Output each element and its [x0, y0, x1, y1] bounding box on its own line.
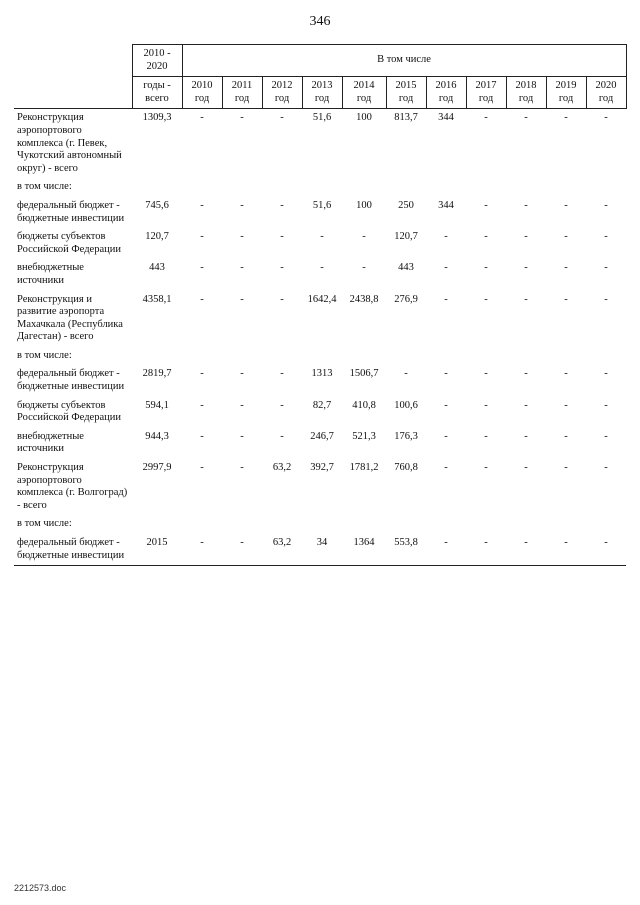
row-total: 944,3	[145, 430, 169, 442]
row-year-value: 100,6	[394, 399, 418, 411]
row-year-value: -	[484, 199, 488, 211]
row-total: 1309,3	[142, 112, 172, 124]
table-row	[14, 228, 626, 259]
row-year-value	[222, 178, 262, 197]
row-year-value: -	[564, 231, 568, 243]
header-year-cell: 2013 год	[302, 77, 342, 109]
row-year-value	[262, 178, 302, 197]
row-label: федеральный бюджет - бюджетные инвестиции	[17, 368, 125, 393]
row-year-value	[182, 178, 222, 197]
header-including: В том числе	[182, 45, 626, 77]
page-number: 346	[309, 14, 331, 29]
row-year-value	[386, 515, 426, 534]
row-year-value: -	[564, 368, 568, 380]
row-year-value: -	[444, 231, 448, 243]
header-year-cell: 2020 год	[586, 77, 626, 109]
row-year-value: -	[564, 199, 568, 211]
row-total: 443	[149, 262, 165, 274]
row-year-value: -	[362, 231, 366, 243]
row-year-value: -	[564, 399, 568, 411]
row-year-value: -	[604, 231, 608, 243]
row-year-value: -	[320, 262, 324, 274]
row-label: Реконструкция аэропортового комплекса (г. Волгоград) - всего	[17, 462, 128, 511]
row-year-value	[506, 178, 546, 197]
row-year-value	[506, 347, 546, 366]
row-year-value: 82,7	[312, 399, 332, 411]
row-year-value: -	[240, 293, 244, 305]
row-year-value: -	[280, 112, 284, 124]
row-year-value: -	[484, 368, 488, 380]
row-year-value: 51,6	[312, 112, 332, 124]
row-year-value: -	[200, 368, 204, 380]
table-row	[14, 365, 626, 396]
row-year-value	[546, 178, 586, 197]
row-year-value: -	[524, 199, 528, 211]
row-year-value: -	[466, 534, 506, 566]
row-year-value: 34	[302, 534, 342, 566]
row-label: внебюджетные источники	[17, 262, 84, 286]
row-label: Реконструкция и развитие аэропорта Махачкала (Республика Дагестан) - всего	[17, 293, 123, 343]
row-year-value	[506, 515, 546, 534]
row-year-value: -	[546, 534, 586, 566]
row-year-value: 2438,8	[349, 293, 379, 305]
row-year-value: -	[280, 368, 284, 380]
row-label: Реконструкция аэропортового комплекса (г. Певек, Чукотский автономный округ) - всего	[17, 112, 122, 174]
row-year-value	[386, 347, 426, 366]
row-year-value: 246,7	[310, 430, 334, 442]
row-year-value	[466, 178, 506, 197]
row-year-value: -	[280, 199, 284, 211]
table-row	[14, 347, 626, 366]
table-body	[14, 109, 626, 566]
row-year-value: -	[240, 462, 244, 474]
row-year-value: -	[200, 399, 204, 411]
row-year-value: -	[564, 430, 568, 442]
table-row	[14, 178, 626, 197]
row-year-value: -	[222, 534, 262, 566]
row-year-value: 176,3	[394, 430, 418, 442]
row-year-value: -	[444, 399, 448, 411]
row-year-value: -	[604, 199, 608, 211]
row-year-value: -	[524, 231, 528, 243]
row-year-value: 344	[438, 199, 454, 211]
row-year-value: 1364	[342, 534, 386, 566]
row-year-value	[222, 347, 262, 366]
row-year-value	[262, 515, 302, 534]
row-year-value: 344	[438, 112, 454, 124]
row-year-value	[466, 347, 506, 366]
row-label: внебюджетные источники	[17, 430, 84, 455]
row-year-value: 51,6	[312, 199, 332, 211]
row-year-value: 1313	[311, 368, 333, 380]
row-year-value: 760,8	[394, 462, 418, 474]
row-year-value	[182, 347, 222, 366]
row-year-value	[302, 515, 342, 534]
row-year-value: -	[506, 534, 546, 566]
row-year-value	[386, 178, 426, 197]
row-year-value: -	[200, 430, 204, 442]
row-year-value: -	[240, 262, 244, 274]
row-year-value: -	[524, 368, 528, 380]
row-year-value: 120,7	[394, 231, 418, 243]
row-year-value: -	[200, 231, 204, 243]
row-year-value: -	[240, 199, 244, 211]
row-year-value	[342, 515, 386, 534]
row-year-value: -	[524, 293, 528, 305]
row-year-value: -	[524, 430, 528, 442]
row-year-value	[466, 515, 506, 534]
table-row	[14, 515, 626, 534]
row-label: в том числе:	[17, 518, 72, 530]
table-header	[14, 45, 626, 109]
row-year-value: -	[280, 231, 284, 243]
row-year-value: -	[280, 262, 284, 274]
row-year-value: -	[484, 399, 488, 411]
header-total-sub: годы - всего	[132, 77, 182, 109]
row-year-value: -	[484, 293, 488, 305]
row-year-value: -	[240, 399, 244, 411]
header-total-group: 2010 - 2020	[132, 45, 182, 77]
row-year-value	[586, 515, 626, 534]
row-year-value	[426, 178, 466, 197]
row-year-value	[222, 515, 262, 534]
row-year-value: -	[444, 430, 448, 442]
header-year-cell: 2014 год	[342, 77, 386, 109]
row-year-value: 250	[398, 199, 414, 211]
row-total	[132, 178, 182, 197]
row-year-value: 1506,7	[349, 368, 379, 380]
row-year-value: -	[444, 293, 448, 305]
row-total: 4358,1	[142, 293, 172, 305]
row-year-value: -	[524, 462, 528, 474]
table-container	[0, 36, 640, 566]
row-year-value: -	[604, 112, 608, 124]
row-year-value	[302, 347, 342, 366]
row-year-value: -	[484, 462, 488, 474]
table-row	[14, 534, 626, 566]
row-year-value: -	[444, 462, 448, 474]
row-label: бюджеты субъектов Российской Федерации	[17, 231, 121, 255]
row-year-value: -	[444, 262, 448, 274]
row-total: 2997,9	[142, 462, 172, 474]
investment-table	[14, 44, 627, 566]
table-row	[14, 428, 626, 459]
row-year-value: -	[426, 534, 466, 566]
row-year-value	[262, 347, 302, 366]
row-year-value: 100	[356, 199, 372, 211]
row-year-value: -	[280, 293, 284, 305]
row-year-value: -	[200, 112, 204, 124]
row-year-value: 1642,4	[307, 293, 337, 305]
header-year-cell: 2015 год	[386, 77, 426, 109]
row-label: бюджеты субъектов Российской Федерации	[17, 399, 121, 424]
row-year-value: -	[444, 368, 448, 380]
row-label: в том числе:	[17, 349, 72, 361]
row-year-value: 100	[356, 112, 372, 124]
row-year-value: -	[484, 112, 488, 124]
table-row	[14, 459, 626, 515]
row-year-value	[182, 515, 222, 534]
row-year-value	[342, 347, 386, 366]
header-year-cell: 2012 год	[262, 77, 302, 109]
row-year-value: -	[524, 262, 528, 274]
header-year-cell: 2017 год	[466, 77, 506, 109]
table-row	[14, 259, 626, 290]
header-year-cell: 2019 год	[546, 77, 586, 109]
row-year-value: -	[362, 262, 366, 274]
row-total: 745,6	[145, 199, 169, 211]
row-year-value	[426, 515, 466, 534]
row-total: 594,1	[145, 399, 169, 411]
row-total: 120,7	[145, 231, 169, 243]
table-row	[14, 197, 626, 228]
row-year-value: -	[280, 399, 284, 411]
row-year-value: 521,3	[352, 430, 376, 442]
row-year-value: -	[200, 262, 204, 274]
row-year-value: -	[280, 430, 284, 442]
row-year-value: -	[524, 399, 528, 411]
row-label: в том числе:	[17, 181, 72, 193]
row-year-value: -	[200, 199, 204, 211]
row-year-value: -	[524, 112, 528, 124]
row-year-value: 410,8	[352, 399, 376, 411]
row-year-value: 813,7	[394, 112, 418, 124]
row-year-value	[586, 347, 626, 366]
header-year-cell: 2018 год	[506, 77, 546, 109]
row-year-value: -	[200, 293, 204, 305]
row-year-value	[426, 347, 466, 366]
row-year-value: 443	[398, 262, 414, 274]
table-row	[14, 397, 626, 428]
row-year-value: -	[586, 534, 626, 566]
row-label: федеральный бюджет - бюджетные инвестиции	[14, 534, 132, 566]
header-blank-cell	[14, 45, 132, 109]
row-year-value: 276,9	[394, 293, 418, 305]
header-year-cell: 2011 год	[222, 77, 262, 109]
row-year-value: -	[484, 430, 488, 442]
row-year-value: 63,2	[272, 462, 292, 474]
row-year-value	[302, 178, 342, 197]
row-total	[132, 347, 182, 366]
row-year-value: -	[404, 368, 408, 380]
row-year-value: -	[240, 430, 244, 442]
row-year-value: 1781,2	[349, 462, 379, 474]
table-row	[14, 109, 626, 178]
row-total: 2819,7	[142, 368, 172, 380]
row-year-value: -	[240, 231, 244, 243]
row-year-value: -	[604, 293, 608, 305]
header-year-cell: 2010 год	[182, 77, 222, 109]
row-year-value	[586, 178, 626, 197]
row-year-value: -	[240, 368, 244, 380]
row-year-value: -	[604, 368, 608, 380]
row-year-value: 63,2	[262, 534, 302, 566]
row-total: 2015	[132, 534, 182, 566]
row-year-value: -	[564, 462, 568, 474]
row-year-value: -	[564, 293, 568, 305]
row-year-value: -	[484, 231, 488, 243]
row-year-value: -	[182, 534, 222, 566]
file-footer: 2212573.doc	[14, 883, 67, 893]
row-year-value: -	[564, 262, 568, 274]
row-year-value: -	[320, 231, 324, 243]
row-year-value: -	[604, 462, 608, 474]
row-year-value: -	[200, 462, 204, 474]
row-year-value: -	[604, 399, 608, 411]
table-row	[14, 291, 626, 347]
row-year-value	[546, 347, 586, 366]
row-year-value: -	[484, 262, 488, 274]
row-year-value: -	[240, 112, 244, 124]
row-total	[132, 515, 182, 534]
row-year-value	[342, 178, 386, 197]
row-year-value: 553,8	[386, 534, 426, 566]
row-year-value: 392,7	[310, 462, 334, 474]
row-label: федеральный бюджет - бюджетные инвестиции	[17, 199, 125, 224]
header-year-cell: 2016 год	[426, 77, 466, 109]
row-year-value: -	[604, 262, 608, 274]
row-year-value: -	[564, 112, 568, 124]
row-year-value: -	[604, 430, 608, 442]
row-year-value	[546, 515, 586, 534]
